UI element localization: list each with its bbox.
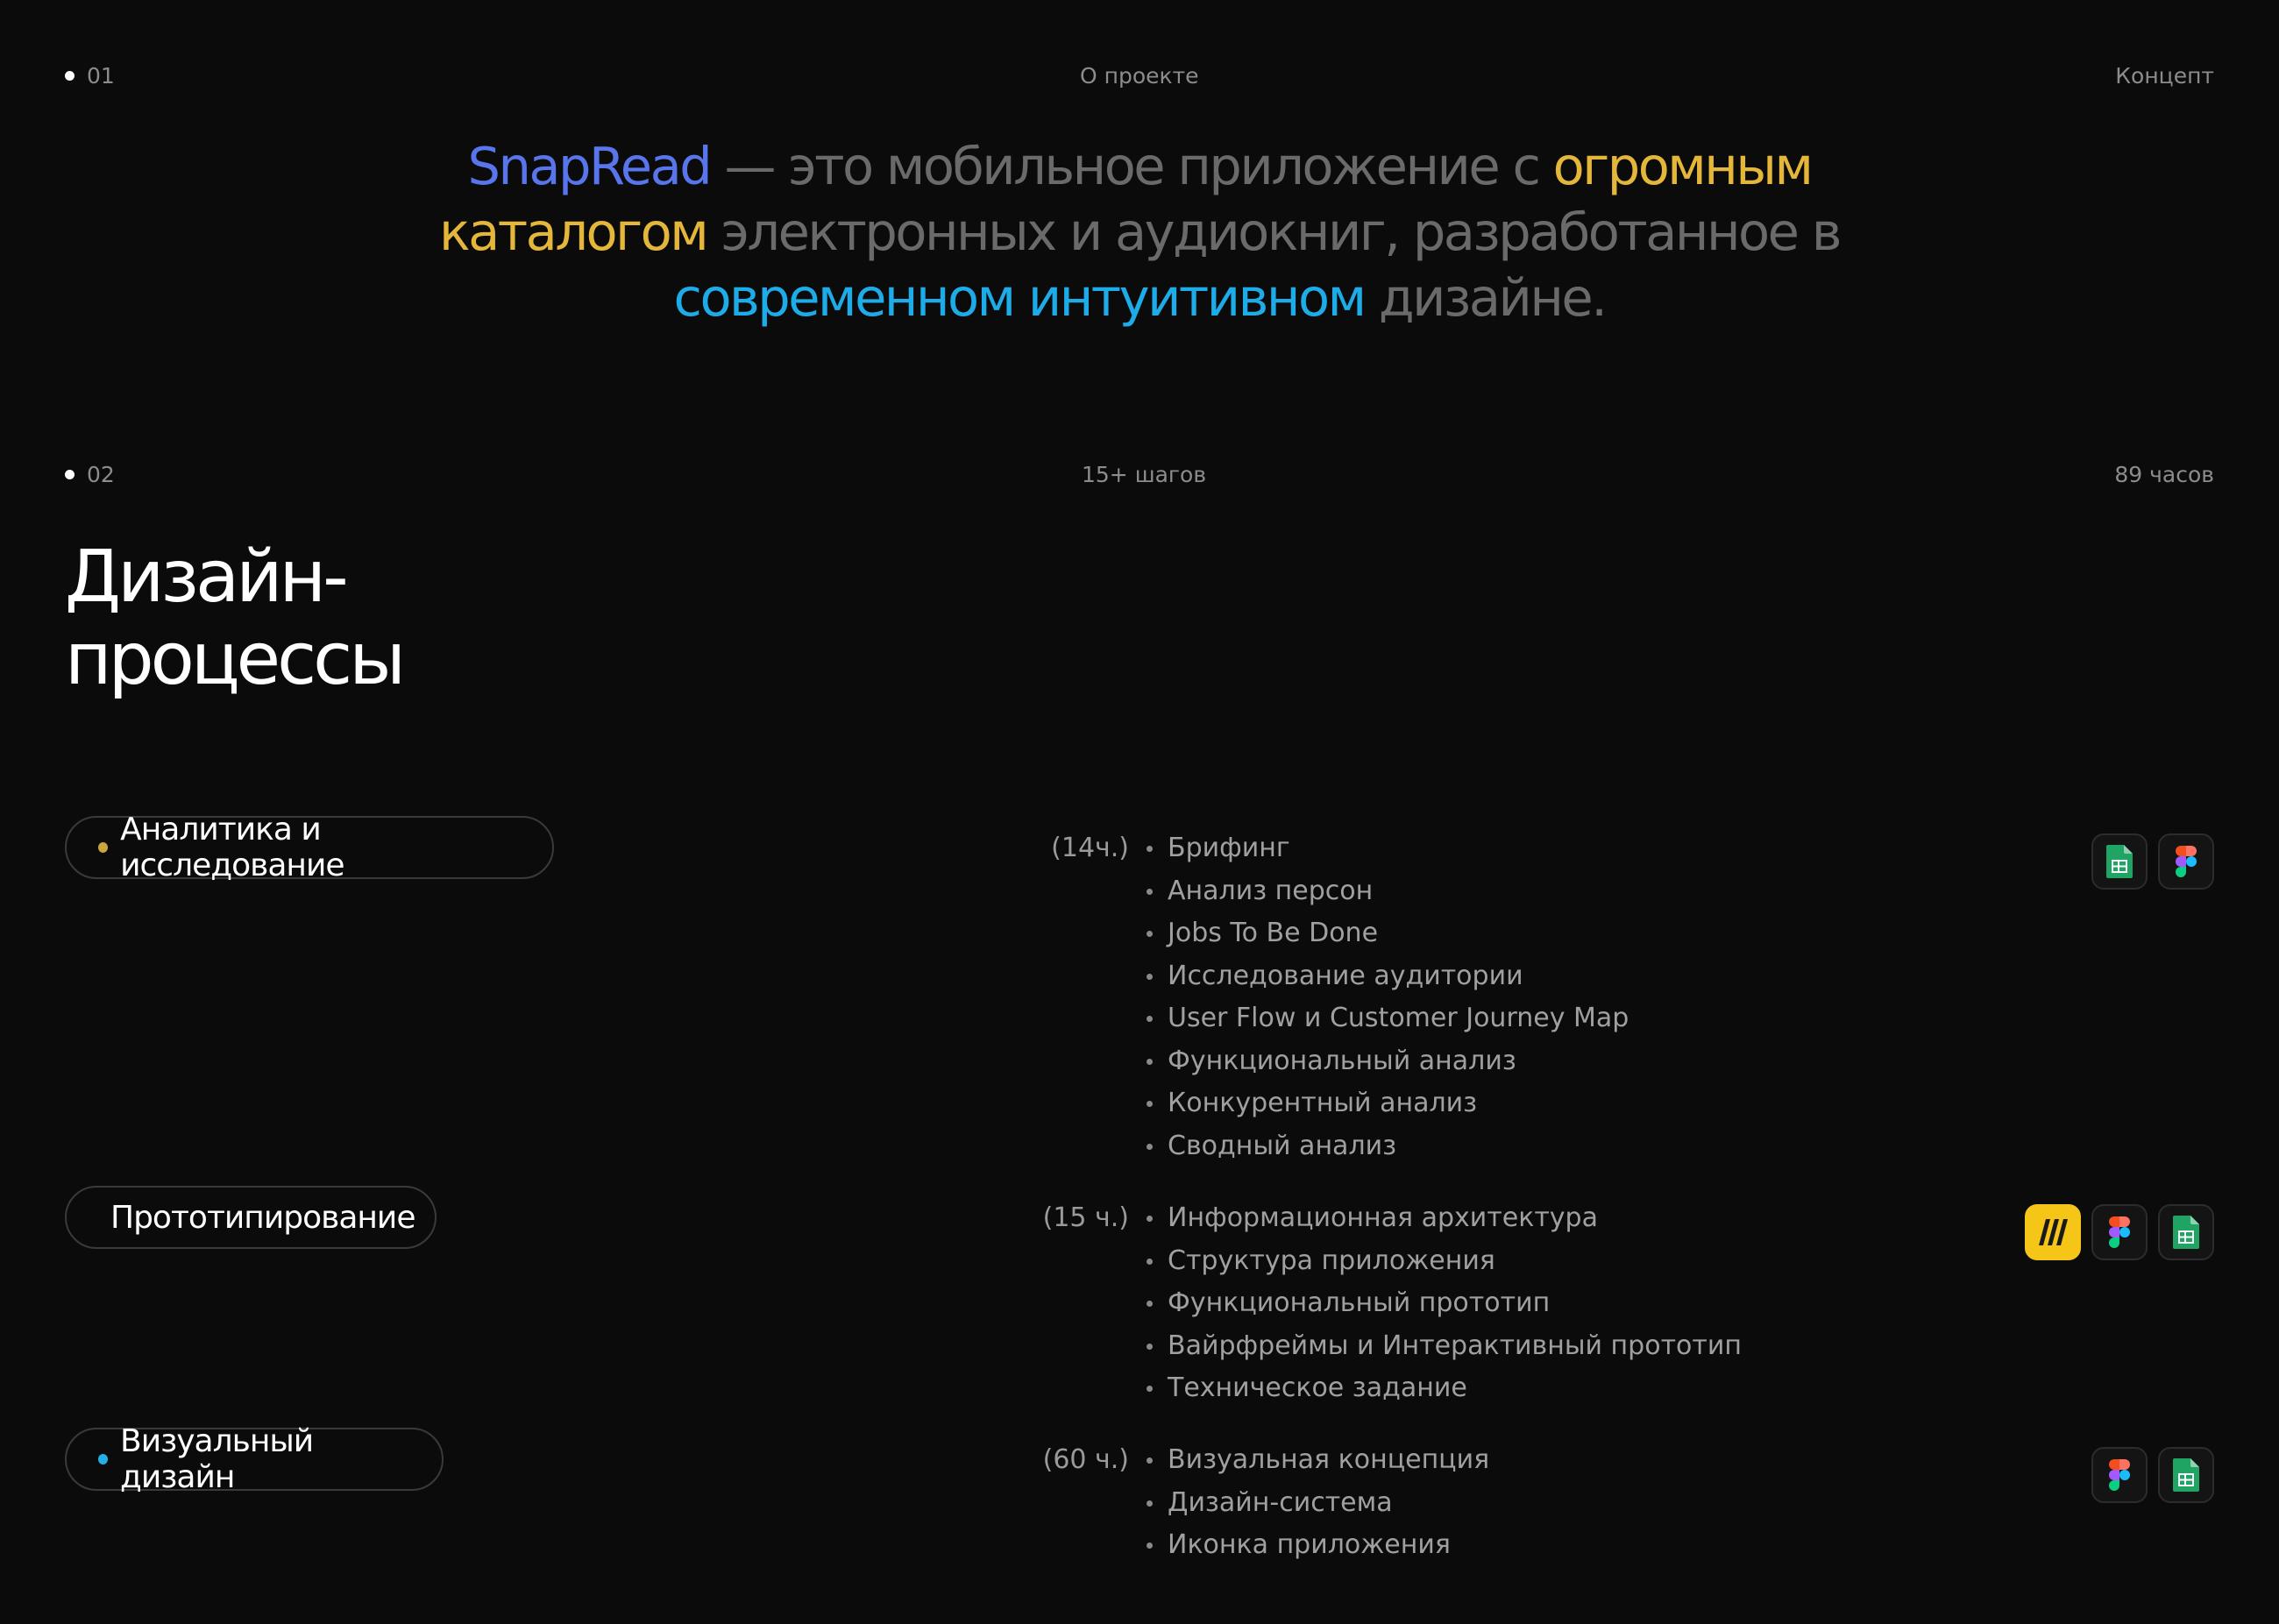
intro-part: — это мобильное приложение с [710,136,1553,196]
bullet-dot [65,71,75,81]
section-title [65,536,402,701]
stage-hours: (60 ч.) [1042,1444,1129,1475]
list-item: Техническое задание [1145,1367,1742,1410]
list-item: Сводный анализ [1145,1125,1629,1168]
intro-highlight: современном интуитивном [673,267,1365,328]
stage-pill [65,1423,444,1495]
list-item: Вайрфреймы и Интерактивный прототип [1145,1325,1742,1368]
stage-steps [1145,827,1629,1167]
list-item: Исследование аудитории [1145,955,1629,998]
list-item: Функциональный прототип [1145,1282,1742,1325]
stage-hours: (15 ч.) [1042,1202,1129,1233]
stage-tools [2025,1204,2214,1260]
intro-part: электронных и аудиокниг, разработанное в [706,202,1840,262]
list-item: Конкурентный анализ [1145,1082,1629,1125]
list-item: Дизайн-система [1145,1482,1489,1525]
brand-name: SnapRead [467,136,711,196]
stage-label: Прототипирование [110,1199,415,1236]
section-number-label: 02 [87,462,115,487]
google-sheets-icon [2091,833,2148,890]
stage-steps [1145,1197,1742,1410]
intro-highlight: огромным каталогом [439,136,1812,262]
stage-dot [98,842,108,853]
stage-dot [98,1454,108,1464]
section-number-label: 01 [87,63,115,89]
section-label: О проекте [1080,63,1199,89]
section-category: Концепт [2115,63,2214,89]
figma-icon [2091,1204,2148,1260]
hours-total: 89 часов [2114,462,2214,487]
stage-steps [1145,1439,1489,1567]
list-item: Анализ персон [1145,870,1629,913]
list-item: Брифинг [1145,827,1629,870]
miro-icon [2025,1204,2081,1260]
steps-count: 15+ шагов [1082,462,1207,487]
stage-tools [2091,1447,2214,1503]
stage-pill [65,812,554,883]
intro-part: дизайне. [1364,267,1606,328]
figma-icon [2091,1447,2148,1503]
stage-pill [65,1186,437,1249]
list-item: Визуальная концепция [1145,1439,1489,1482]
google-sheets-icon [2158,1204,2214,1260]
list-item: Jobs To Be Done [1145,912,1629,955]
google-sheets-icon [2158,1447,2214,1503]
list-item: Структура приложения [1145,1240,1742,1283]
list-item: Иконка приложения [1145,1524,1489,1567]
section-number [65,63,115,89]
list-item: Информационная архитектура [1145,1197,1742,1240]
list-item: User Flow и Customer Journey Map [1145,997,1629,1040]
stage-label: Аналитика и исследование [120,812,344,883]
list-item: Функциональный анализ [1145,1040,1629,1083]
stage-hours: (14ч.) [1051,833,1129,863]
stage-tools [2091,833,2214,890]
section-title-line: процессы [65,618,403,701]
stage-label: Визуальный дизайн [120,1423,314,1495]
section-title-line: Дизайн- [65,535,345,619]
intro-text [386,133,1893,330]
section-number [65,462,115,487]
bullet-dot [65,470,75,479]
figma-icon [2158,833,2214,890]
